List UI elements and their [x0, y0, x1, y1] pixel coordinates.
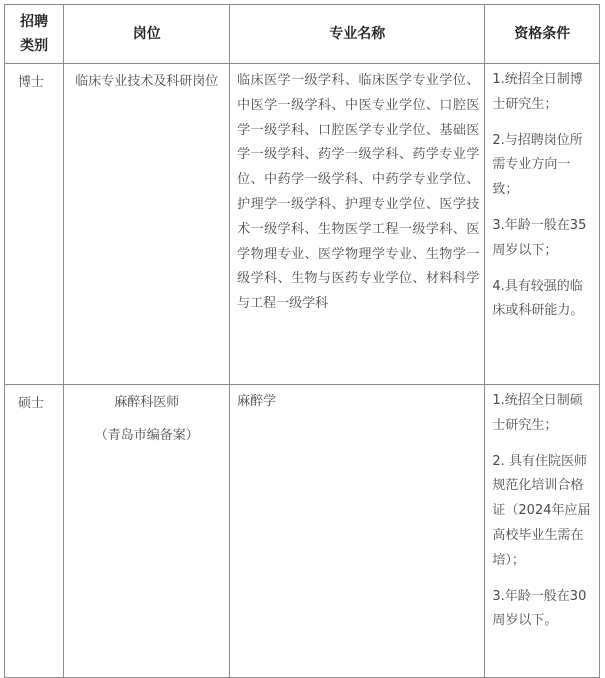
cell-position [64, 64, 230, 385]
table-header-row [5, 5, 600, 64]
cell-category: 博士 [5, 64, 64, 385]
cell-requirements [485, 385, 600, 678]
requirement-item: 1.统招全日制博士研究生； [492, 72, 583, 112]
cell-major: 麻醉学 [230, 385, 485, 678]
cell-category: 硕士 [5, 385, 64, 678]
header-position: 岗位 [64, 5, 230, 64]
requirement-item: 2. 具有住院医师规范化培训合格证（2024年应届高校毕业生需在培）； [492, 453, 591, 568]
position-note: （青岛市编备案） [94, 427, 199, 443]
cell-requirements [485, 64, 600, 385]
requirement-item: 1.统招全日制硕士研究生； [492, 393, 583, 433]
position-title: 临床专业技术及科研岗位 [75, 74, 219, 89]
requirement-item: 3.年龄一般在35周岁以下； [492, 217, 587, 258]
requirement-item: 2.与招聘岗位所需专业方向一致； [492, 132, 583, 198]
cell-position [64, 385, 230, 678]
table-row [5, 64, 600, 385]
header-major: 专业名称 [230, 5, 485, 64]
requirement-item: 4.具有较强的临床或科研能力。 [492, 278, 584, 319]
header-category: 招聘 类别 [5, 5, 64, 64]
table-row [5, 385, 600, 678]
requirement-item: 3.年龄一般在30周岁以下。 [492, 588, 587, 629]
cell-major: 临床医学一级学科、临床医学专业学位、中医学一级学科、中医专业学位、口腔医学一级学科、口腔医学专业学位、基础医学一级学科、药学一级学科、药学专业学位、中药学一级学科、中药学专业学位、护理学一级学科、护理专业学位、医学技术一级学科、生物医学工程一级学科、医学物理专业、医学物理学专业、生物学一级学科、生物与医药专业学位、材料科学与工程一级学科 [230, 64, 485, 385]
header-requirements: 资格条件 [485, 5, 600, 64]
recruitment-table [4, 4, 600, 678]
position-title: 麻醉科医师 [114, 395, 180, 410]
